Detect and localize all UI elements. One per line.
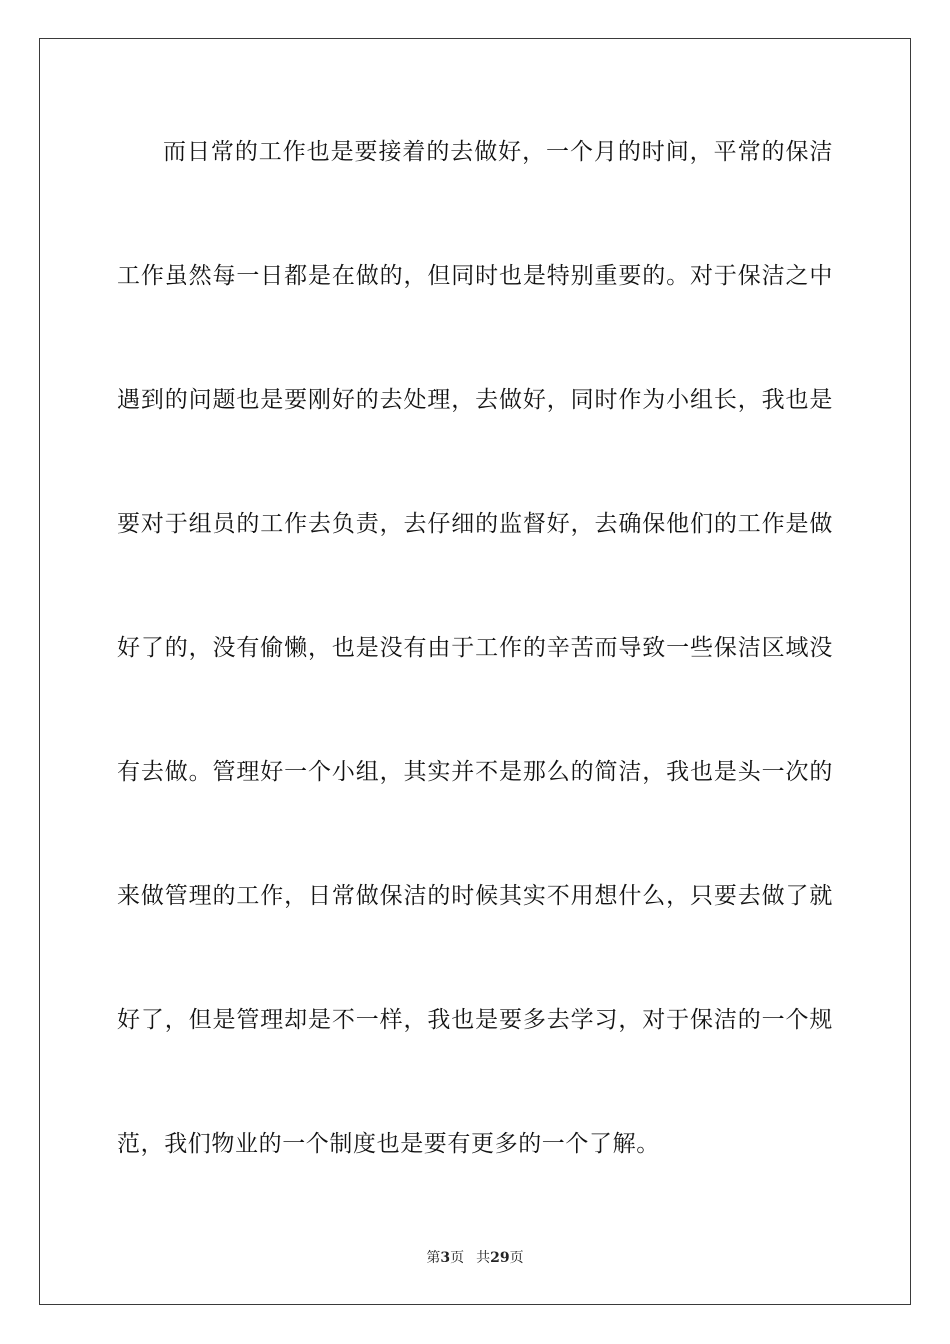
page-number: 3 [440, 1250, 451, 1266]
total-prefix: 共 [476, 1250, 491, 1266]
text-line-8: 好了，但是管理却是不一样，我也是要多去学习，对于保洁的一个规 [117, 1007, 833, 1033]
page-footer [0, 1249, 950, 1267]
text-line-9: 范，我们物业的一个制度也是要有更多的一个了解。 [117, 1131, 660, 1157]
total-pages: 29 [490, 1250, 510, 1266]
total-suffix: 页 [509, 1250, 524, 1266]
page-border [39, 38, 911, 1305]
text-line-2: 工作虽然每一日都是在做的，但同时也是特别重要的。对于保洁之中 [117, 263, 833, 289]
page-suffix: 页 [450, 1250, 465, 1266]
text-line-1: 而日常的工作也是要接着的去做好，一个月的时间，平常的保洁 [163, 139, 833, 165]
text-line-6: 有去做。管理好一个小组，其实并不是那么的简洁，我也是头一次的 [117, 759, 833, 785]
page-prefix: 第 [426, 1250, 441, 1266]
text-line-3: 遇到的问题也是要刚好的去处理，去做好，同时作为小组长，我也是 [117, 387, 833, 413]
text-line-7: 来做管理的工作，日常做保洁的时候其实不用想什么，只要去做了就 [117, 883, 833, 909]
text-line-5: 好了的，没有偷懒，也是没有由于工作的辛苦而导致一些保洁区域没 [117, 635, 833, 661]
text-line-4: 要对于组员的工作去负责，去仔细的监督好，去确保他们的工作是做 [117, 511, 833, 537]
